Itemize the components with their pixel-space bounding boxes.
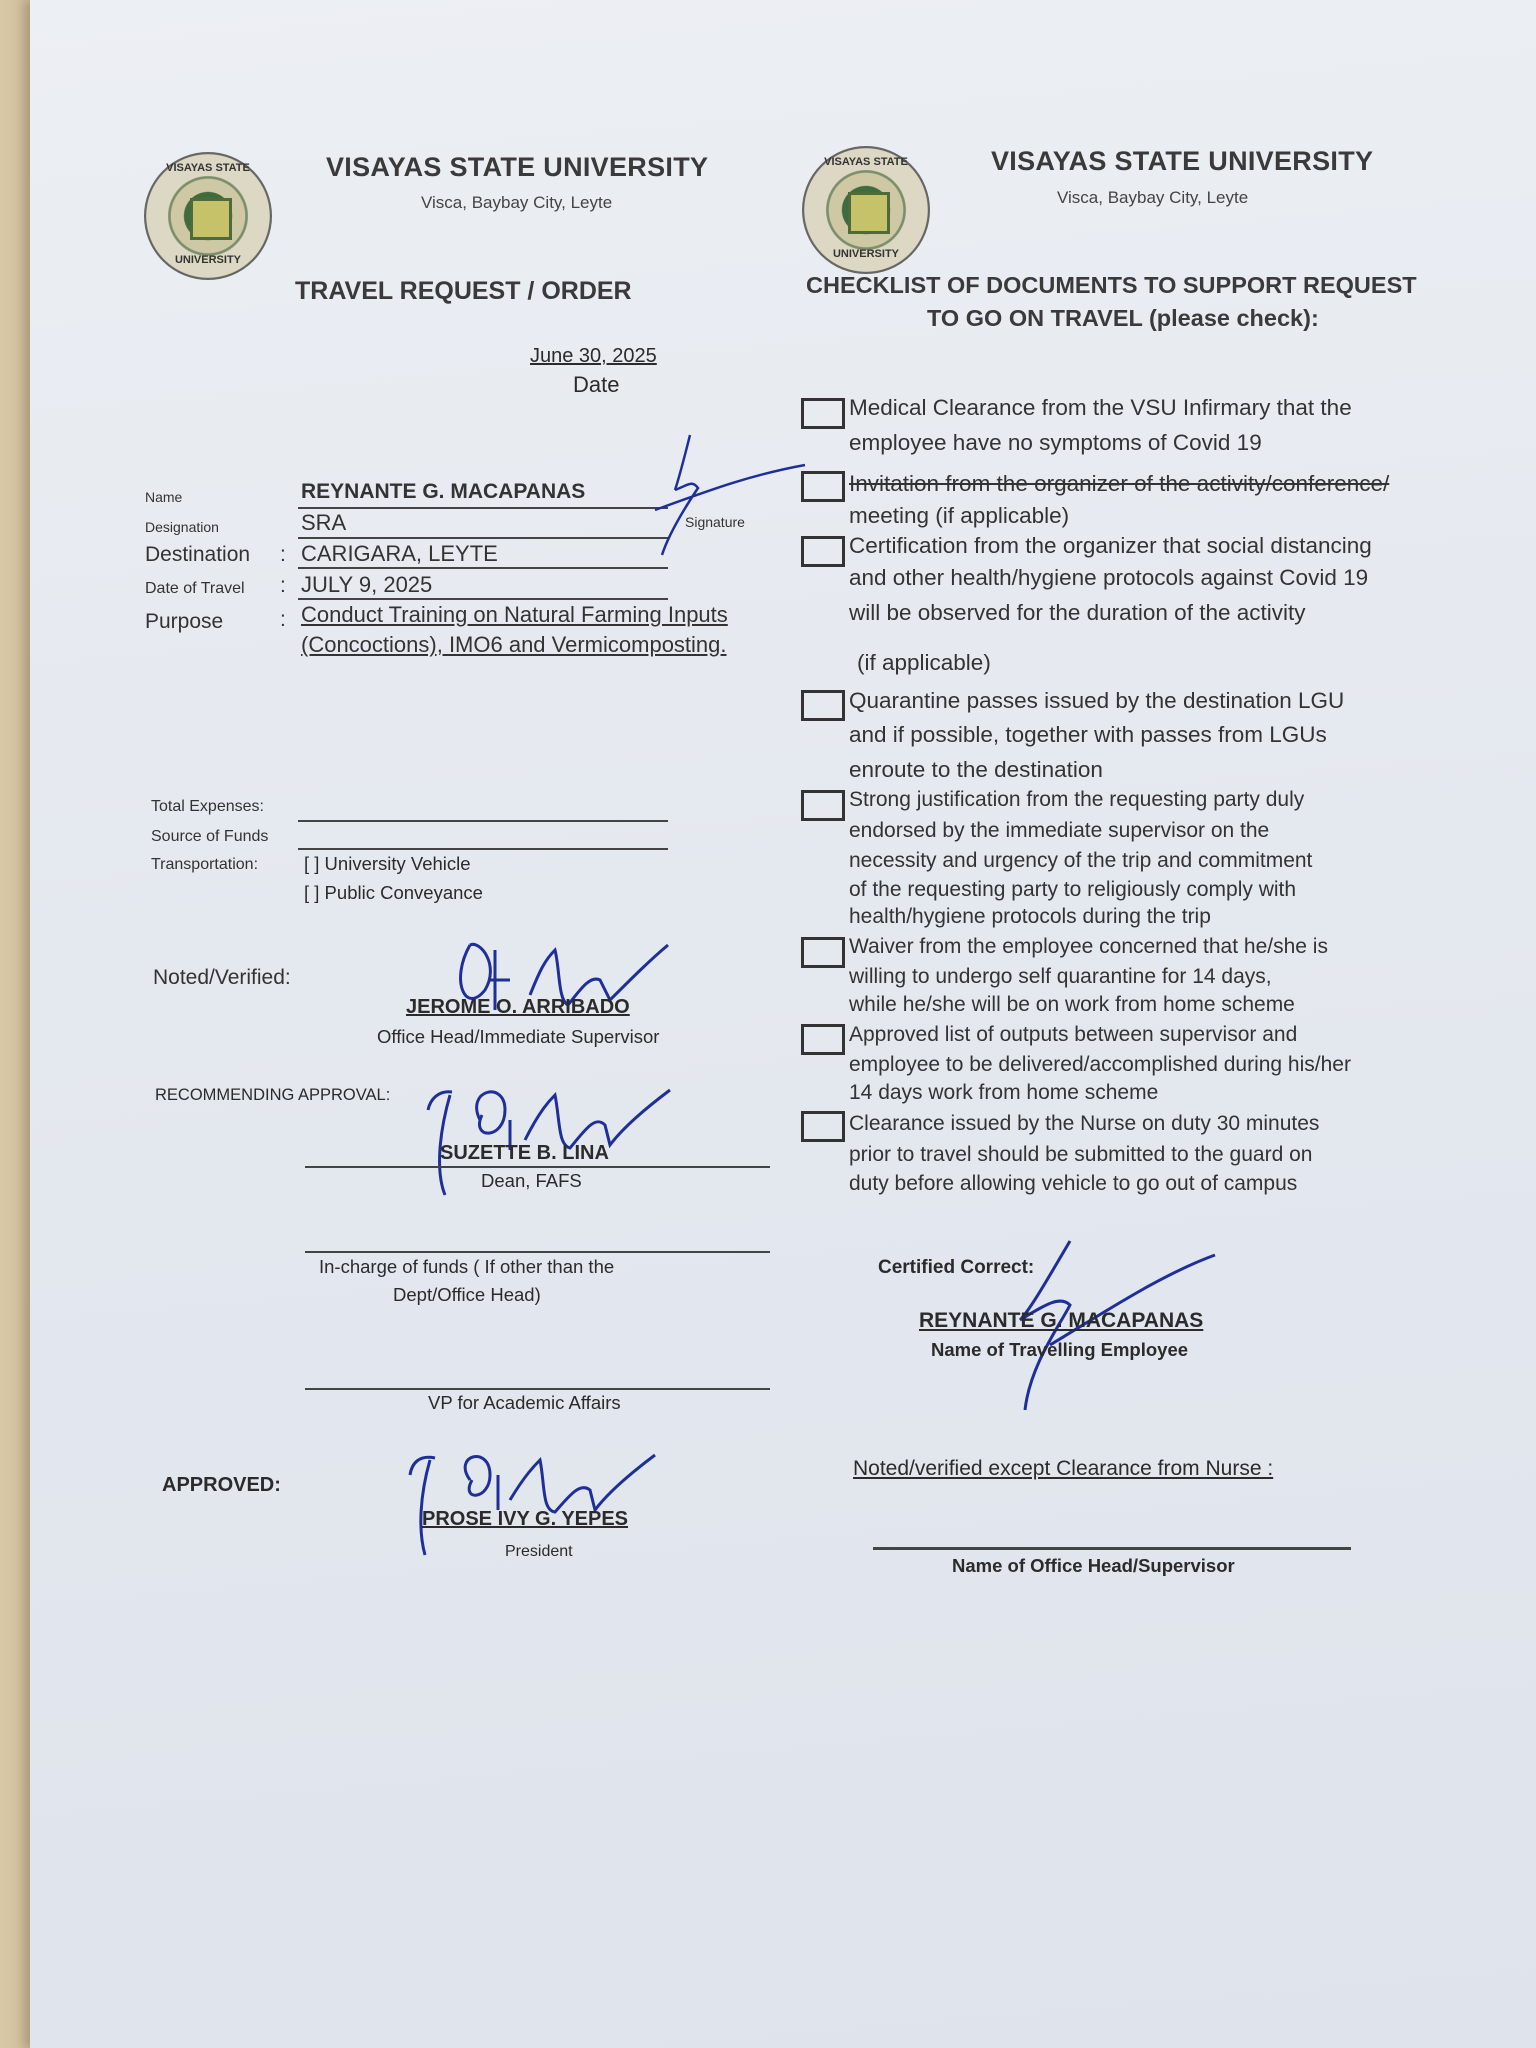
purpose-label: Purpose [145, 610, 224, 633]
president-title: President [505, 1543, 573, 1560]
university-address-right: Visca, Baybay City, Leyte [1057, 188, 1249, 207]
checklist-item-text: duty before allowing vehicle to go out of campus [849, 1172, 1298, 1195]
designation-value: SRA [301, 510, 347, 535]
checklist-title-line-1: CHECKLIST OF DOCUMENTS TO SUPPORT REQUEST [806, 272, 1417, 298]
source-of-funds-line [298, 848, 668, 850]
incharge-label-line-1: In-charge of funds ( If other than the [319, 1256, 615, 1277]
checklist-item-text: Quarantine passes issued by the destination LGU [849, 688, 1345, 713]
president-signature [390, 1440, 660, 1560]
colon: : [280, 543, 286, 566]
checklist-item-text: employee to be delivered/accomplished during his/her [849, 1053, 1351, 1076]
vp-title: VP for Academic Affairs [428, 1392, 621, 1413]
name-label: Name [145, 489, 183, 505]
colon: : [280, 608, 286, 631]
checklist-item-text: Waiver from the employee concerned that he/she is [849, 935, 1328, 958]
supervisor-name: JEROME O. ARRIBADO [406, 996, 630, 1018]
checklist-checkbox[interactable] [801, 937, 845, 968]
checklist-checkbox[interactable] [801, 690, 845, 721]
office-head-title: Name of Office Head/Supervisor [952, 1555, 1235, 1576]
approved-label: APPROVED: [162, 1474, 281, 1496]
dean-signature-line [305, 1166, 770, 1168]
date-of-travel-label: Date of Travel [145, 580, 245, 597]
dean-title: Dean, FAFS [481, 1170, 582, 1191]
dean-name: SUZETTE B. LINA [440, 1142, 609, 1164]
checklist-item-text: Medical Clearance from the VSU Infirmary that the [849, 395, 1352, 420]
seal-emblem [190, 198, 232, 240]
transport-option-university-vehicle[interactable]: [ ] University Vehicle [304, 853, 471, 874]
president-name: PROSE IVY G. YEPES [422, 1508, 629, 1530]
total-expenses-line [298, 820, 668, 822]
incharge-signature-line [305, 1251, 770, 1253]
checklist-item-text: meeting (if applicable) [849, 503, 1070, 528]
travelling-employee-title: Name of Travelling Employee [931, 1339, 1189, 1360]
checklist-item-text: willing to undergo self quarantine for 14 days, [849, 965, 1272, 988]
checklist-item-text: Certification from the organizer that social distancing [849, 533, 1372, 558]
noted-except-clearance-label: Noted/verified except Clearance from Nurse : [853, 1457, 1274, 1480]
checklist-item-text: Approved list of outputs between supervisor and [849, 1023, 1298, 1046]
university-name-left: VISAYAS STATE UNIVERSITY [326, 152, 709, 182]
recommending-approval-label: RECOMMENDING APPROVAL: [155, 1086, 391, 1104]
form-title: TRAVEL REQUEST / ORDER [295, 277, 632, 305]
checklist-checkbox[interactable] [801, 1024, 845, 1055]
checklist-item-text: endorsed by the immediate supervisor on the [849, 819, 1270, 842]
checklist-item-text: employee have no symptoms of Covid 19 [849, 430, 1262, 455]
transport-option-public-conveyance[interactable]: [ ] Public Conveyance [304, 882, 483, 903]
purpose-line-1: Conduct Training on Natural Farming Inputs [301, 602, 728, 627]
university-address-left: Visca, Baybay City, Leyte [421, 193, 613, 212]
date-value: June 30, 2025 [530, 345, 657, 367]
university-name-right: VISAYAS STATE UNIVERSITY [991, 146, 1374, 176]
name-underline [298, 507, 668, 509]
designation-label: Designation [145, 519, 219, 535]
destination-label: Destination [145, 543, 251, 566]
checklist-item-text: Invitation from the organizer of the activity/conference/ [849, 471, 1390, 496]
checklist-item-text: while he/she will be on work from home scheme [849, 993, 1295, 1016]
seal-bottom-text: UNIVERSITY [174, 254, 241, 266]
university-seal-left [144, 152, 272, 280]
checklist-checkbox[interactable] [801, 398, 845, 429]
checklist-item-text: and if possible, together with passes from LGUs [849, 722, 1327, 747]
vp-signature-line [305, 1388, 770, 1390]
designation-underline [298, 537, 668, 539]
checklist-item-text: will be observed for the duration of the activity [849, 600, 1306, 625]
total-expenses-label: Total Expenses: [151, 798, 264, 815]
checklist-title-line-2: TO GO ON TRAVEL (please check): [927, 305, 1319, 331]
colon: : [280, 574, 286, 597]
source-of-funds-label: Source of Funds [151, 828, 269, 845]
seal-top-text: VISAYAS STATE [166, 162, 250, 174]
checklist-item-text: prior to travel should be submitted to the guard on [849, 1143, 1313, 1166]
certified-correct-label: Certified Correct: [878, 1257, 1035, 1278]
checklist-item-text: Clearance issued by the Nurse on duty 30 minutes [849, 1112, 1320, 1135]
date-label: Date [573, 372, 620, 397]
checklist-item-text: 14 days work from home scheme [849, 1081, 1159, 1104]
seal-emblem [848, 192, 890, 234]
name-value: REYNANTE G. MACAPANAS [301, 480, 586, 503]
checklist-checkbox[interactable] [801, 1111, 845, 1142]
destination-underline [298, 567, 668, 569]
date-of-travel-underline [298, 598, 668, 600]
employee-signature [630, 430, 810, 560]
document-page [30, 0, 1536, 2048]
transportation-label: Transportation: [151, 856, 259, 873]
checklist-item-text: health/hygiene protocols during the trip [849, 905, 1211, 928]
checklist-item-text: and other health/hygiene protocols against Covid 19 [849, 565, 1369, 590]
university-seal-right [802, 146, 930, 274]
checklist-item-text: of the requesting party to religiously comply with [849, 878, 1297, 901]
destination-value: CARIGARA, LEYTE [301, 541, 498, 566]
seal-top-text: VISAYAS STATE [824, 156, 908, 168]
date-of-travel-value: JULY 9, 2025 [301, 572, 433, 597]
checklist-item-text: Strong justification from the requesting party duly [849, 788, 1305, 811]
office-head-signature-line [873, 1547, 1351, 1550]
signature-label: Signature [685, 514, 745, 530]
checklist-item-text: necessity and urgency of the trip and commitment [849, 849, 1313, 872]
checklist-checkbox[interactable] [801, 790, 845, 821]
noted-verified-label: Noted/Verified: [153, 966, 291, 989]
supervisor-title: Office Head/Immediate Supervisor [377, 1026, 660, 1047]
purpose-line-2: (Concoctions), IMO6 and Vermicomposting. [301, 632, 727, 657]
checklist-item-text: (if applicable) [857, 650, 991, 675]
travelling-employee-name: REYNANTE G. MACAPANAS [919, 1309, 1204, 1332]
incharge-label-line-2: Dept/Office Head) [393, 1284, 541, 1305]
seal-bottom-text: UNIVERSITY [832, 248, 899, 260]
checklist-item-text: enroute to the destination [849, 757, 1103, 782]
